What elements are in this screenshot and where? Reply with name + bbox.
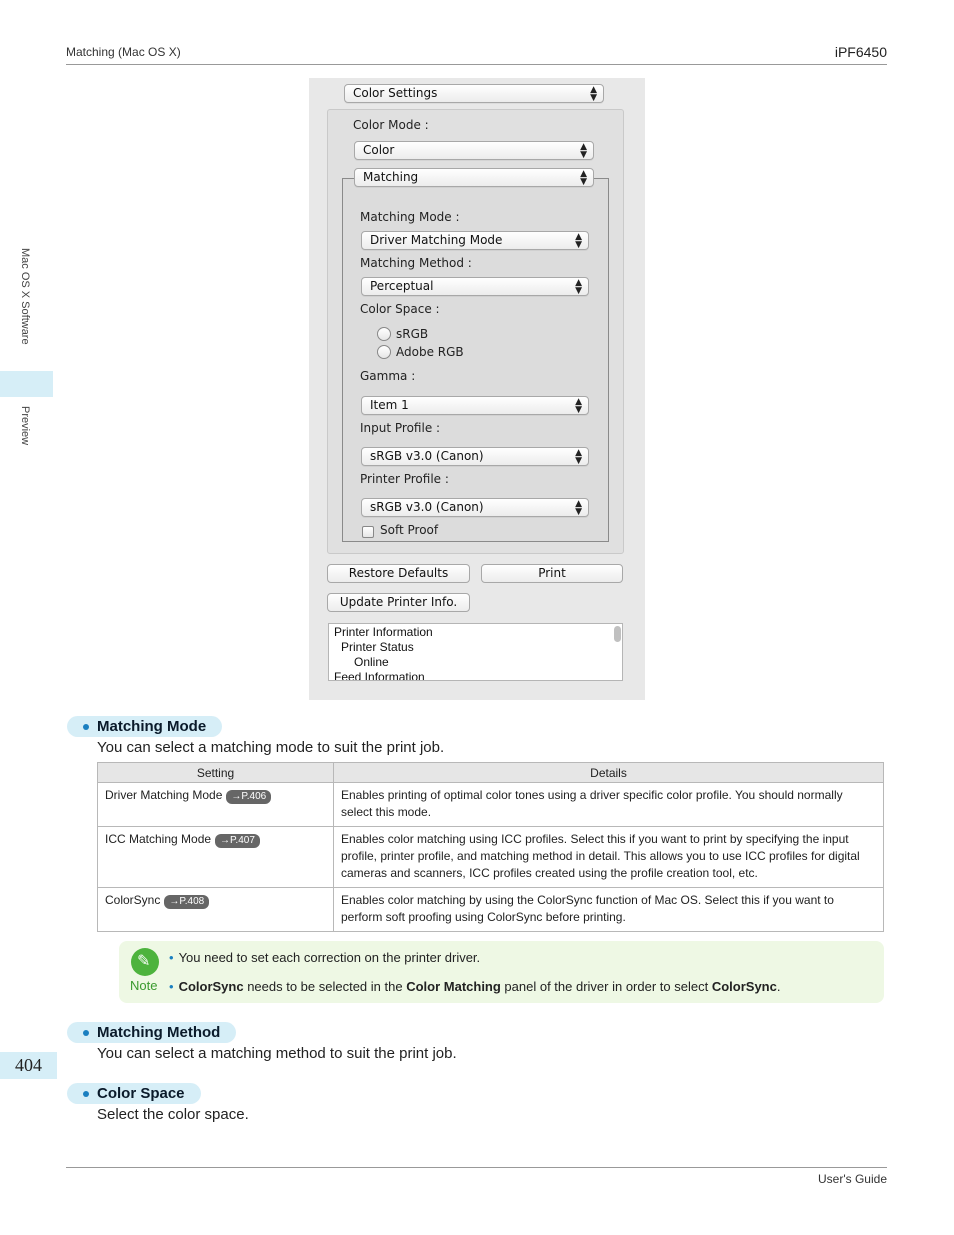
popup-arrows-icon: ▲ ▼: [575, 278, 582, 296]
side-tab-section: Mac OS X Software: [19, 248, 31, 345]
note-text: needs to be selected in the: [243, 979, 407, 994]
running-header-model: iPF6450: [834, 44, 887, 60]
popup-arrows-icon: ▲ ▼: [575, 397, 582, 415]
section-text-matching-method: You can select a matching method to suit the print job.: [97, 1045, 457, 1062]
popup-arrows-icon: ▲ ▼: [580, 169, 587, 187]
table-cell-setting: [98, 827, 334, 888]
color-mode-value: Color: [363, 143, 395, 157]
matching-method-value: Perceptual: [370, 279, 434, 293]
section-heading-matching-mode: Matching Mode: [67, 716, 222, 737]
header-rule: [66, 64, 887, 65]
note-item: [169, 979, 780, 994]
input-profile-popup[interactable]: [361, 447, 589, 466]
table-cell-setting: [98, 783, 334, 827]
side-tab-subsection: Preview: [19, 406, 31, 446]
gamma-popup[interactable]: [361, 396, 589, 415]
matching-group: [342, 178, 609, 542]
matching-method-popup[interactable]: [361, 277, 589, 296]
popup-arrows-icon: ▲ ▼: [575, 232, 582, 250]
setting-name: ICC Matching Mode: [105, 832, 212, 846]
section-heading-color-space: Color Space: [67, 1083, 201, 1104]
popup-arrows-icon: ▲ ▼: [575, 448, 582, 466]
section-text-color-space: Select the color space.: [97, 1106, 249, 1123]
note-text: panel of the driver in order to select: [500, 979, 712, 994]
note-term: ColorSync: [711, 979, 777, 994]
input-profile-label: Input Profile :: [360, 421, 441, 435]
popup-arrows-icon: ▲ ▼: [590, 85, 597, 103]
matching-mode-value: Driver Matching Mode: [370, 233, 503, 247]
soft-proof-checkbox[interactable]: [362, 526, 374, 538]
update-printer-info-button[interactable]: Update Printer Info.: [327, 593, 470, 612]
printer-profile-label: Printer Profile :: [360, 472, 449, 486]
page-number: 404: [0, 1052, 57, 1079]
print-button[interactable]: Print: [481, 564, 623, 583]
table-header-details: Details: [334, 763, 884, 783]
matching-popup-label: Matching: [363, 170, 419, 184]
printer-info-list[interactable]: [328, 623, 623, 681]
matching-mode-label: Matching Mode :: [360, 210, 460, 224]
printer-profile-value: sRGB v3.0 (Canon): [370, 500, 484, 514]
color-space-label: Color Space :: [360, 302, 440, 316]
adobe-rgb-radio[interactable]: [377, 345, 391, 359]
print-dialog-screenshot: [309, 78, 645, 700]
matching-mode-table: [97, 762, 884, 932]
section-text-matching-mode: You can select a matching mode to suit the print job.: [97, 739, 445, 756]
list-item: Feed Information: [334, 670, 425, 681]
srgb-radio-label: sRGB: [396, 327, 429, 341]
gamma-label: Gamma :: [360, 369, 416, 383]
table-row: [98, 888, 884, 932]
table-row: [98, 783, 884, 827]
color-settings-panel: [327, 109, 624, 554]
note-item-text: You need to set each correction on the printer driver.: [178, 950, 481, 965]
setting-name: Driver Matching Mode: [105, 788, 223, 802]
page-reference-link[interactable]: →P.408: [164, 895, 209, 909]
table-cell-setting: [98, 888, 334, 932]
matching-mode-popup[interactable]: [361, 231, 589, 250]
adobe-rgb-radio-label: Adobe RGB: [396, 345, 464, 359]
list-item: Printer Status: [341, 640, 414, 654]
popup-arrows-icon: ▲ ▼: [575, 499, 582, 517]
note-term: ColorSync: [178, 979, 244, 994]
printer-profile-popup[interactable]: [361, 498, 589, 517]
color-settings-popup-label: Color Settings: [353, 86, 438, 100]
section-heading-matching-method: Matching Method: [67, 1022, 236, 1043]
color-settings-popup[interactable]: [344, 84, 604, 103]
note-item: [169, 950, 480, 965]
running-footer: User's Guide: [818, 1172, 887, 1186]
matching-popup[interactable]: [354, 168, 594, 187]
srgb-radio[interactable]: [377, 327, 391, 341]
page-reference-link[interactable]: →P.407: [215, 834, 260, 848]
note-label: Note: [130, 978, 158, 993]
table-row: [98, 827, 884, 888]
list-item: Online: [354, 655, 389, 669]
list-item: Printer Information: [334, 625, 433, 639]
soft-proof-label: Soft Proof: [380, 523, 439, 537]
footer-rule: [66, 1167, 887, 1168]
note-pencil-icon: [131, 948, 159, 976]
side-tab-marker: [0, 371, 53, 397]
input-profile-value: sRGB v3.0 (Canon): [370, 449, 484, 463]
note-text: .: [776, 979, 781, 994]
page-reference-link[interactable]: →P.406: [226, 790, 271, 804]
table-cell-details: Enables printing of optimal color tones using a driver specific color profile. You should normally select this mode.: [334, 783, 884, 827]
table-cell-details: Enables color matching by using the ColorSync function of Mac OS. Select this if you want to perform soft proofing using ColorSync before printing.: [334, 888, 884, 932]
setting-name: ColorSync: [105, 893, 161, 907]
popup-arrows-icon: ▲ ▼: [580, 142, 587, 160]
table-header-setting: Setting: [98, 763, 334, 783]
list-scrollbar[interactable]: [614, 626, 621, 642]
matching-method-label: Matching Method :: [360, 256, 472, 270]
table-cell-details: Enables color matching using ICC profiles. Select this if you want to print by specifying the input profile, printer profile, and matching method in detail. This allows you to use ICC profiles for digital cameras and scanners, ICC profiles created using the profile creation tool, etc.: [334, 827, 884, 888]
color-mode-popup[interactable]: [354, 141, 594, 160]
note-term: Color Matching: [406, 979, 501, 994]
running-header-title: Matching (Mac OS X): [66, 45, 181, 59]
gamma-value: Item 1: [370, 398, 409, 412]
restore-defaults-button[interactable]: Restore Defaults: [327, 564, 470, 583]
color-mode-label: Color Mode :: [353, 118, 429, 132]
